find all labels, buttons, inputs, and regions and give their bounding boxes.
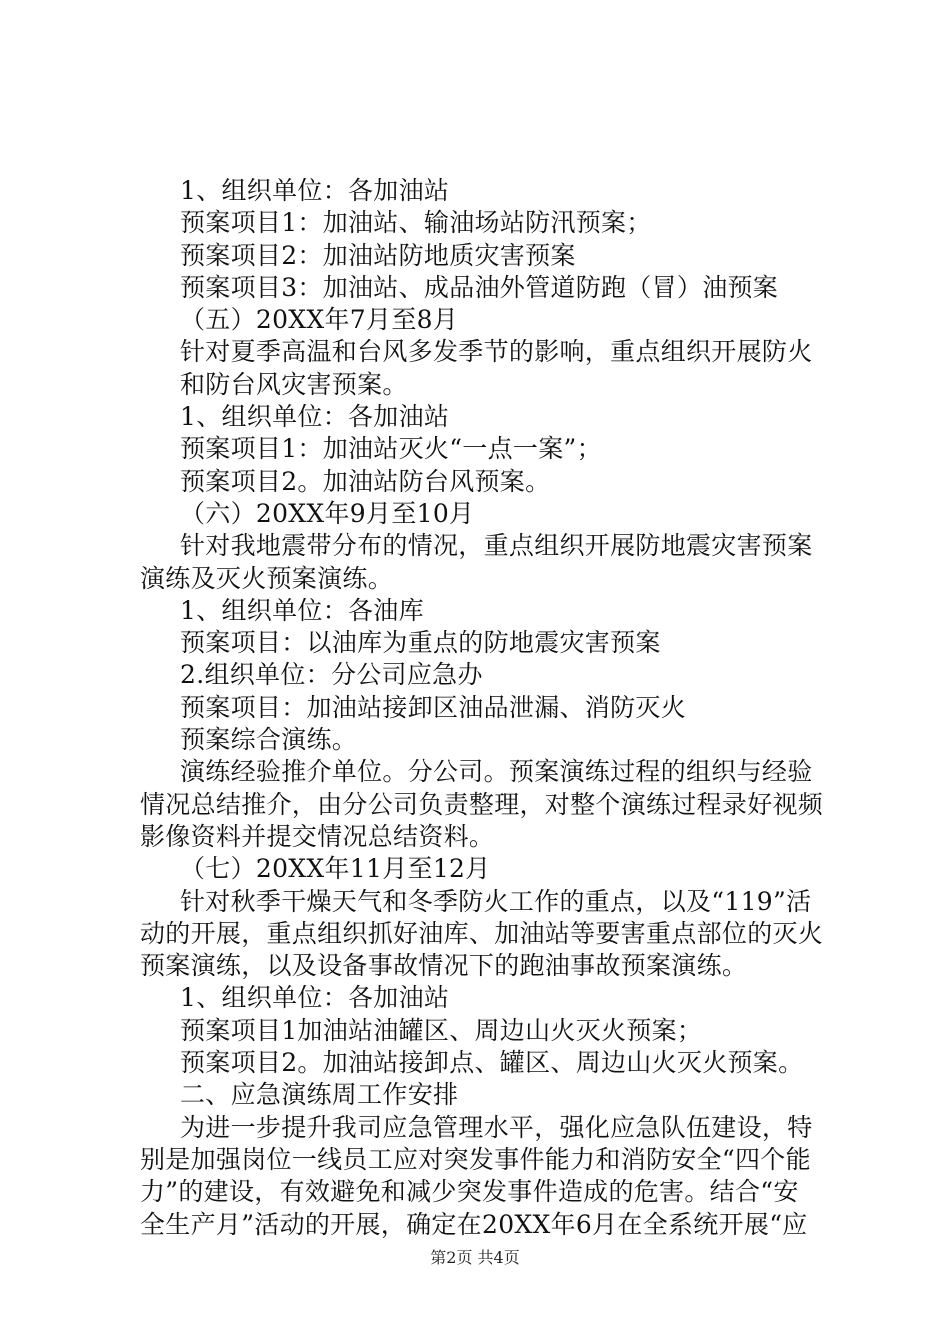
text-line: 预案项目3：加油站、成品油外管道防跑（冒）油预案 — [180, 272, 779, 302]
text-line: 预案项目2。加油站接卸点、罐区、周边山火灭火预案。 — [180, 1048, 804, 1078]
text-line: 预案项目2：加油站防地质灾害预案 — [180, 240, 576, 270]
text-line: 二、应急演练周工作安排 — [180, 1080, 459, 1110]
text-line: 和防台风灾害预案。 — [180, 369, 408, 399]
text-line: 预案综合演练。 — [180, 725, 358, 755]
document-body — [140, 175, 840, 1241]
page-footer: 第2页 共4页 — [430, 1248, 520, 1267]
text-line: （五）20XX年7月至8月 — [180, 305, 459, 335]
text-line: 预案项目1：加油站灭火“一点一案”； — [180, 434, 602, 464]
text-line: 预案项目：以油库为重点的防地震灾害预案 — [180, 628, 661, 658]
text-line: 1、组织单位：各加油站 — [180, 402, 450, 432]
text-line: 预案项目：加油站接卸区油品泄漏、消防灭火 — [180, 692, 687, 722]
text-line: （六）20XX年9月至10月 — [180, 498, 475, 528]
text-line: 力”的建设，有效避免和减少突发事件造成的危害。结合“安 — [140, 1177, 799, 1207]
text-line: 别是加强岗位一线员工应对突发事件能力和消防安全“四个能 — [140, 1144, 811, 1174]
text-line: 演练经验推介单位。分公司。预案演练过程的组织与经验 — [180, 757, 813, 787]
text-line: 1、组织单位：各加油站 — [180, 176, 450, 205]
text-line: 全生产月”活动的开展，确定在20XX年6月在全系统开展“应 — [140, 1209, 808, 1239]
text-line: 预案项目2。加油站防台风预案。 — [180, 466, 551, 496]
text-line: 预案项目1：加油站、输油场站防汛预案； — [180, 208, 652, 238]
text-line: 情况总结推介，由分公司负责整理，对整个演练过程录好视频 — [140, 789, 824, 819]
text-line: （七）20XX年11月至12月 — [180, 854, 491, 884]
text-line: 针对秋季干燥天气和冬季防火工作的重点，以及“119”活 — [180, 886, 812, 916]
text-line: 针对夏季高温和台风多发季节的影响，重点组织开展防火 — [180, 337, 813, 367]
text-line: 演练及灭火预案演练。 — [140, 563, 394, 593]
text-line: 1、组织单位：各加油站 — [180, 983, 450, 1013]
text-line: 针对我地震带分布的情况，重点组织开展防地震灾害预案 — [180, 531, 813, 561]
text-line: 2.组织单位：分公司应急办 — [180, 660, 483, 690]
text-line: 预案项目1加油站油罐区、周边山火灭火预案； — [180, 1015, 703, 1045]
text-line: 影像资料并提交情况总结资料。 — [140, 821, 495, 851]
text-line: 预案演练，以及设备事故情况下的跑油事故预案演练。 — [140, 951, 748, 981]
text-line: 为进一步提升我司应急管理水平，强化应急队伍建设，特 — [180, 1112, 813, 1142]
text-line: 1、组织单位：各油库 — [180, 595, 424, 625]
text-line: 动的开展，重点组织抓好油库、加油站等要害重点部位的灭火 — [140, 918, 824, 948]
